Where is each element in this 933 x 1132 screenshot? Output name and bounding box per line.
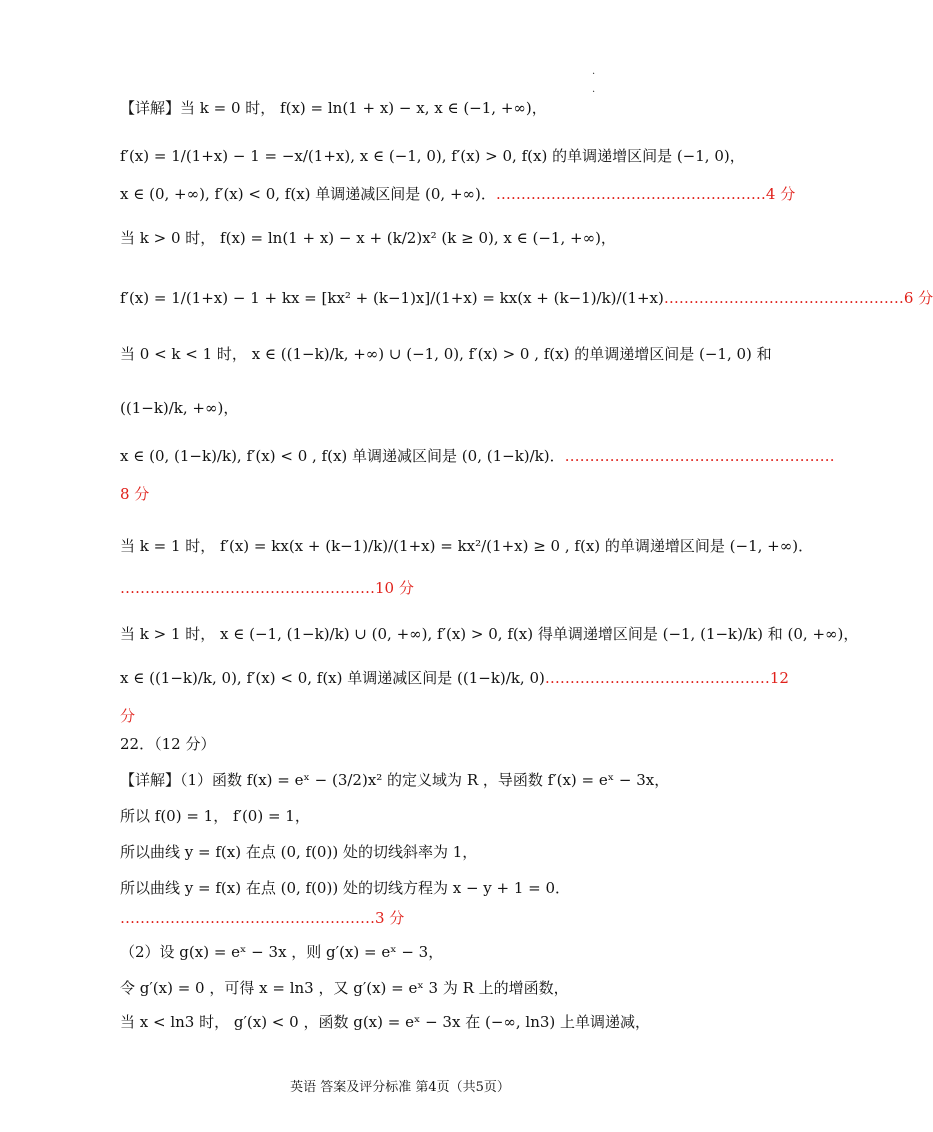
- text-line: [120, 734, 215, 754]
- line-text: 22．（12 分）: [120, 735, 216, 753]
- line-text: 当 k > 1 时， x ∈ (−1, (1−k)/k) ∪ (0, +∞), f′(x) > 0, f(x) 得单调递增区间是 (−1, (1−k)/k) 和 (0, +∞)，: [120, 625, 859, 643]
- text-line: [120, 184, 795, 204]
- line-text: x ∈ ((1−k)/k, 0), f′(x) < 0, f(x) 单调递减区间是 ((1−k)/k, 0): [120, 669, 545, 687]
- line-text: 所以曲线 y = f(x) 在点 (0, f(0)) 处的切线方程为 x − y + 1 = 0．: [120, 879, 571, 897]
- line-text: 当 0 < k < 1 时， x ∈ ((1−k)/k, +∞) ∪ (−1, 0), f′(x) > 0 , f(x) 的单调递增区间是 (−1, 0) 和: [120, 345, 772, 363]
- line-text: 当 x < ln3 时， g′(x) < 0 ，函数 g(x) = eˣ − 3x 在 (−∞, ln3) 上单调递减，: [120, 1013, 651, 1031]
- line-text: 【详解】当 k = 0 时， f(x) = ln(1 + x) − x, x ∈ (−1, +∞)，: [120, 99, 547, 117]
- line-text: 当 k = 1 时， f′(x) = kx(x + (k−1)/k)/(1+x) = kx²/(1+x) ≥ 0 , f(x) 的单调递增区间是 (−1, +∞)．: [120, 537, 814, 555]
- line-text: x ∈ (0, (1−k)/k), f′(x) < 0 , f(x) 单调递减区间是 (0, (1−k)/k)．: [120, 447, 565, 465]
- text-line: [120, 146, 745, 166]
- text-line: [120, 446, 835, 466]
- line-text: ((1−k)/k, +∞)，: [120, 399, 239, 417]
- line-text: f′(x) = 1/(1+x) − 1 = −x/(1+x), x ∈ (−1, 0), f′(x) > 0, f(x) 的单调递增区间是 (−1, 0)，: [120, 147, 745, 165]
- corner-mark-1: .: [592, 66, 596, 77]
- text-line: [120, 98, 547, 118]
- score-marker: ……………………………………………10 分: [120, 579, 414, 597]
- text-line: [120, 978, 569, 998]
- text-line: [120, 706, 135, 726]
- text-line: [120, 770, 669, 790]
- text-line: [120, 908, 404, 928]
- line-text: 【详解】（1）函数 f(x) = eˣ − (3/2)x² 的定义域为 R ，导函数 f′(x) = eˣ − 3x，: [120, 771, 670, 789]
- text-line: [120, 484, 149, 504]
- text-line: [120, 344, 772, 364]
- text-line: [120, 578, 414, 598]
- page-footer: 英语 答案及评分标准 第4页（共5页）: [290, 1080, 510, 1095]
- score-marker: …………………………………………6 分: [663, 289, 933, 307]
- text-line: [120, 228, 616, 248]
- line-text: 所以曲线 y = f(x) 在点 (0, f(0)) 处的切线斜率为 1，: [120, 843, 478, 861]
- corner-mark-2: .: [592, 84, 596, 95]
- score-marker: ……………………………………………3 分: [120, 909, 405, 927]
- score-marker: 8 分: [120, 485, 150, 503]
- line-text: 所以 f(0) = 1， f′(0) = 1，: [120, 807, 310, 825]
- text-line: [120, 806, 310, 826]
- text-line: [120, 842, 477, 862]
- line-text: f′(x) = 1/(1+x) − 1 + kx = [kx² + (k−1)x]/(1+x) = kx(x + (k−1)/k)/(1+x): [120, 289, 664, 307]
- text-line: [120, 288, 933, 308]
- score-marker: ………………………………………………4 分: [495, 185, 796, 203]
- line-text: （2）设 g(x) = eˣ − 3x ，则 g′(x) = eˣ − 3，: [120, 943, 444, 961]
- text-line: [120, 942, 443, 962]
- line-text: 令 g′(x) = 0 ，可得 x = ln3 ，又 g′(x) = eˣ 3 为 R 上的增函数，: [120, 979, 569, 997]
- line-text: x ∈ (0, +∞), f′(x) < 0, f(x) 单调递减区间是 (0, +∞)．: [120, 185, 496, 203]
- score-marker: ………………………………………………: [564, 447, 835, 465]
- text-line: [120, 536, 813, 556]
- score-marker: ………………………………………12: [544, 669, 789, 687]
- text-line: [120, 398, 238, 418]
- line-text: 当 k > 0 时， f(x) = ln(1 + x) − x + (k/2)x² (k ≥ 0), x ∈ (−1, +∞)，: [120, 229, 616, 247]
- text-line: [120, 878, 570, 898]
- text-line: [120, 668, 789, 688]
- score-marker: 分: [120, 707, 136, 725]
- text-line: [120, 1012, 650, 1032]
- text-line: [120, 624, 858, 644]
